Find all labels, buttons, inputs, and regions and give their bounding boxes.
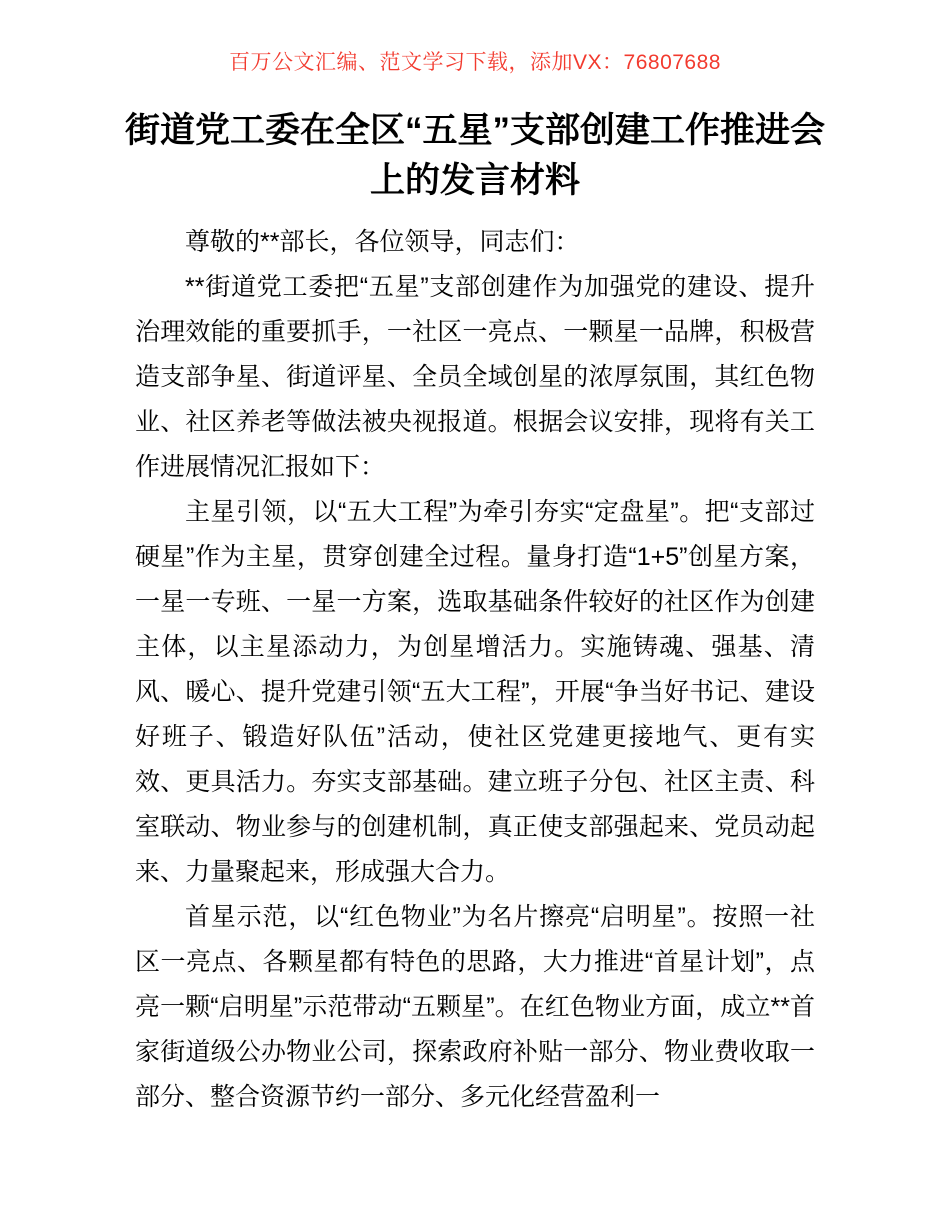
paragraph-first-star: 首星示范，以“红色物业”为名片擦亮“启明星”。按照一社区一亮点、各颗星都有特色的思路，大力推进“首星计划”，点亮一颗“启明星”示范带动“五颗星”。在红色物业方面，成立**首家街道级公办物业公司，探索政府补贴一部分、物业费收取一部分、整合资源节约一部分、多元化经营盈利一 — [135, 903, 815, 1111]
paragraph-intro: **街道党工委把“五星”支部创建作为加强党的建设、提升治理效能的重要抓手，一社区一亮点、一颗星一品牌，积极营造支部争星、街道评星、全员全域创星的浓厚氛围，其红色物业、社区养老等做法被央视报道。根据会议安排，现将有关工作进展情况汇报如下： — [135, 273, 815, 481]
paragraph-main-star: 主星引领，以“五大工程”为牵引夯实“定盘星”。把“支部过硬星”作为主星，贯穿创建全过程。量身打造“1+5”创星方案，一星一专班、一星一方案，选取基础条件较好的社区作为创建主体，以主星添动力，为创星增活力。实施铸魂、强基、清风、暖心、提升党建引领“五大工程”，开展“争当好书记、建设好班子、锻造好队伍”活动，使社区党建更接地气、更有实效、更具活力。夯实支部基础。建立班子分包、社区主责、科室联动、物业参与的创建机制，真正使支部强起来、党员动起来、力量聚起来，形成强大合力。 — [135, 498, 815, 886]
watermark-notice: 百万公文汇编、范文学习下载，添加VX：76807688 — [229, 51, 721, 74]
greeting-line: 尊敬的**部长，各位领导，同志们： — [185, 228, 580, 256]
document-body — [135, 220, 815, 1120]
document-title: 街道党工委在全区“五星”支部创建工作推进会上的发言材料 — [124, 111, 825, 200]
